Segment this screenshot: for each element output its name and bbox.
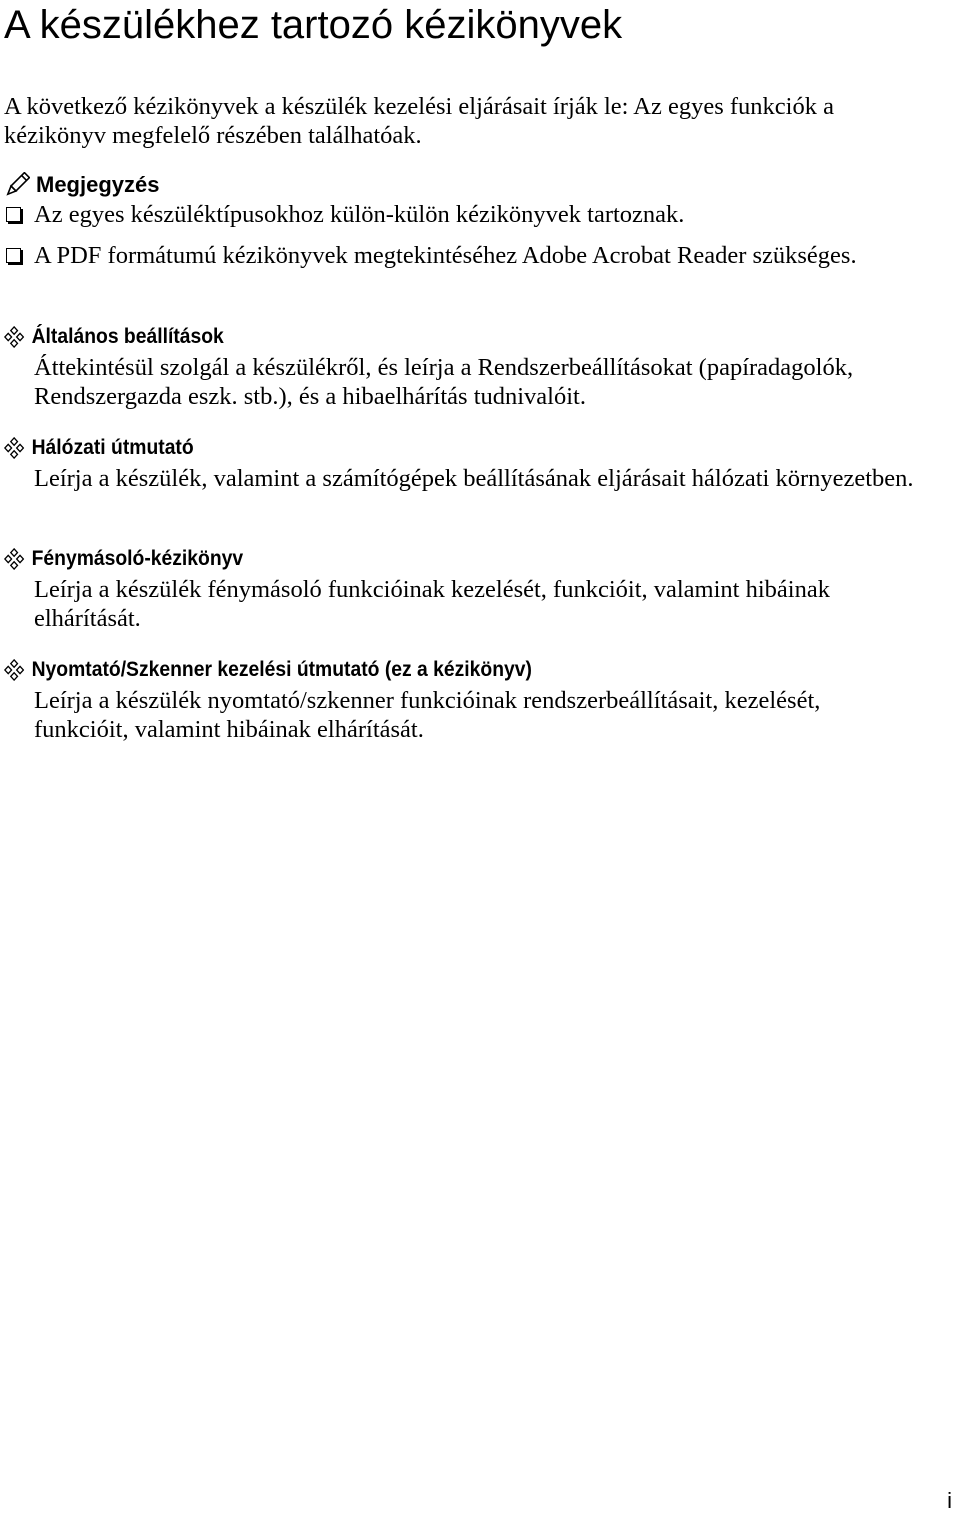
section-title: Hálózati útmutató	[31, 436, 194, 459]
note-item	[4, 200, 904, 229]
section-heading-copier-manual	[4, 544, 243, 574]
section-heading-network-guide	[4, 433, 194, 463]
section-body: Leírja a készülék fénymásoló funkcióinak kezelését, funkcióit, valamint hibáinak elhárítását.	[34, 576, 830, 632]
section-title: Általános beállítások	[31, 325, 224, 348]
checkbox-bullet-icon	[6, 207, 21, 222]
diamond-bullet-icon	[4, 437, 24, 459]
page-number: i	[947, 1488, 952, 1513]
note-item-text: A PDF formátumú kézikönyvek megtekintéséhez Adobe Acrobat Reader szükséges.	[34, 242, 857, 269]
diamond-bullet-icon	[4, 326, 24, 348]
section-title: Fénymásoló-kézikönyv	[31, 547, 244, 570]
diamond-bullet-icon	[4, 548, 24, 570]
checkbox-bullet-icon	[6, 248, 21, 263]
note-heading-label: Megjegyzés	[36, 172, 160, 197]
pencil-icon	[4, 172, 30, 198]
diamond-bullet-icon	[4, 659, 24, 681]
note-heading	[4, 170, 160, 200]
page-title: A készülékhez tartozó kézikönyvek	[4, 3, 623, 47]
section-heading-general-settings	[4, 322, 224, 352]
note-item-text: Az egyes készüléktípusokhoz külön-külön kézikönyvek tartoznak.	[34, 201, 685, 228]
section-body: Leírja a készülék, valamint a számítógépek beállításának eljárásait hálózati környezetben.	[34, 465, 914, 492]
section-title: Nyomtató/Szkenner kezelési útmutató (ez a kézikönyv)	[31, 658, 532, 681]
intro-paragraph: A következő kézikönyvek a készülék kezelési eljárásait írják le: Az egyes funkciók a kézikönyv megfelelő részében találhatóak.	[4, 93, 834, 149]
section-body: Áttekintésül szolgál a készülékről, és leírja a Rendszerbeállításokat (papíradagolók, Rendszergazda eszk. stb.), és a hibaelhárítás tudnivalóit.	[34, 354, 854, 410]
section-heading-printer-scanner-guide	[4, 655, 532, 685]
note-item	[4, 241, 904, 270]
section-body: Leírja a készülék nyomtató/szkenner funkcióinak rendszerbeállításait, kezelését, funkcióit, valamint hibáinak elhárítását.	[34, 687, 821, 743]
